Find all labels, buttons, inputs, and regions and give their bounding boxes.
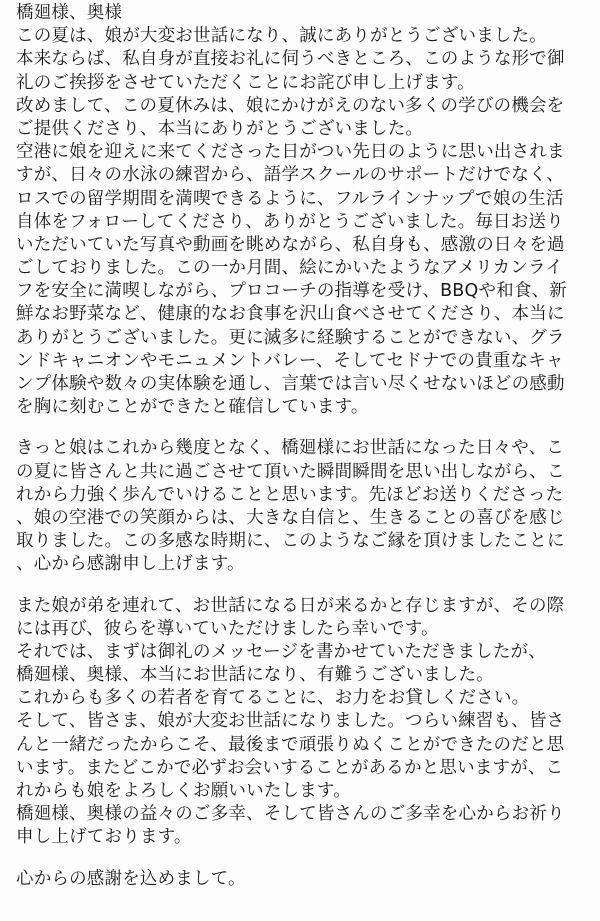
letter-line: いただいていた写真や動画を眺めながら、私自身も、感激の日々を過: [16, 234, 565, 255]
letter-line: すが、日々の水泳の練習から、語学スクールのサポートだけでなく、: [16, 165, 564, 186]
letter-line: 、娘の空港での笑顔からは、大きな自信と、生きることの喜びを感じ: [16, 507, 565, 528]
letter-line: この夏は、娘が大変お世話になり、誠にありがとうございました。: [16, 26, 547, 47]
letter-line: ンドキャニオンやモニュメントバレー、そしてセドナでの貴重なキャ: [16, 350, 564, 371]
letter-line: 申し上げております。: [16, 827, 192, 848]
letter-line: 本来ならば、私自身が直接お礼に伺うべきところ、このような形で御: [16, 49, 565, 70]
letter-line: 、心から感謝申し上げます。: [16, 554, 245, 575]
letter-line: ごしておりました。この一か月間、絵にかいたようなアメリカンライ: [16, 258, 563, 279]
salutation: 橋廻様、奥様: [16, 3, 123, 23]
letter-line: 橋廻様、奥様の益々のご多幸、そして皆さんのご多幸を心からお祈り: [16, 804, 565, 825]
letter-line: 礼のご挨拶をさせていただくことにお詫び申し上げます。: [16, 72, 475, 93]
letter-line: います。またどこかで必ずお会いすることがあるかと思いますが、こ: [16, 757, 564, 778]
letter-line: れからも娘をよろしくお願いいたします。: [16, 781, 351, 801]
letter-line: また娘が弟を連れて、お世話になる日が来るかと存じますが、その際: [16, 595, 565, 616]
letter-line: には再び、彼らを導いていただけましたら幸いです。: [16, 618, 439, 639]
letter-line: の夏に皆さんと共に過ごさせて頂いた瞬間瞬間を思い出しながら、こ: [16, 461, 565, 482]
letter-line: フを安全に満喫しながら、プロコーチの指導を受け、BBQや和食、新: [16, 281, 567, 302]
letter-line: んと一緒だったからこそ、最後まで頑張りぬくことができたのだと思: [16, 734, 565, 755]
letter-line: れから力強く歩んでいけることと思います。先ほどお送りくださった: [16, 484, 564, 505]
letter-line: それでは、まずは御礼のメッセージを書かせていただきましたが、: [16, 641, 546, 662]
letter-line: 取りました。この多感な時期に、このようなご縁を頂けましたことに: [16, 531, 565, 552]
letter-line: 自体をフォローしてくださり、ありがとうございました。毎日お送り: [16, 211, 564, 232]
letter-line: ご提供くださり、本当にありがとうございました。: [16, 118, 424, 139]
letter-line: そして、皆さま、娘が大変お世話になりました。つらい練習も、皆さ: [16, 711, 565, 732]
letter-line: ロスでの留学期間を満喫できるように、フルラインナップで娘の生活: [16, 188, 564, 209]
paragraph-gap: [16, 850, 596, 868]
letter-body: [16, 2, 596, 891]
letter-line: これからも多くの若者を育てることに、お力をお貸しください。: [16, 688, 530, 709]
letter-line: ありがとうございました。更に滅多に経験することができない、グラ: [16, 327, 565, 348]
paragraph-gap: [16, 419, 596, 437]
letter-line: 改めまして、この夏休みは、娘にかけがえのない多くの学びの機会を: [16, 95, 565, 116]
letter-line: を胸に刻むことができたと確信しています。: [16, 397, 369, 418]
letter-line: 鮮なお野菜など、健康的なお食事を沢山食べさせてくださり、本当に: [16, 304, 565, 325]
letter-line: 空港に娘を迎えに来てくださった日がつい先日のように思い出されま: [16, 142, 565, 163]
paragraph-gap: [16, 577, 596, 595]
closing-line: 心からの感謝を込めまして。: [16, 868, 246, 889]
letter-line: きっと娘はこれから幾度となく、橋廻様にお世話になった日々や、こ: [16, 438, 564, 459]
letter-line: 橋廻様、奥様、本当にお世話になり、有難うございました。: [16, 665, 494, 686]
letter-line: ンプ体験や数々の実体験を通し、言葉では言い尽くせないほどの感動: [16, 374, 565, 394]
